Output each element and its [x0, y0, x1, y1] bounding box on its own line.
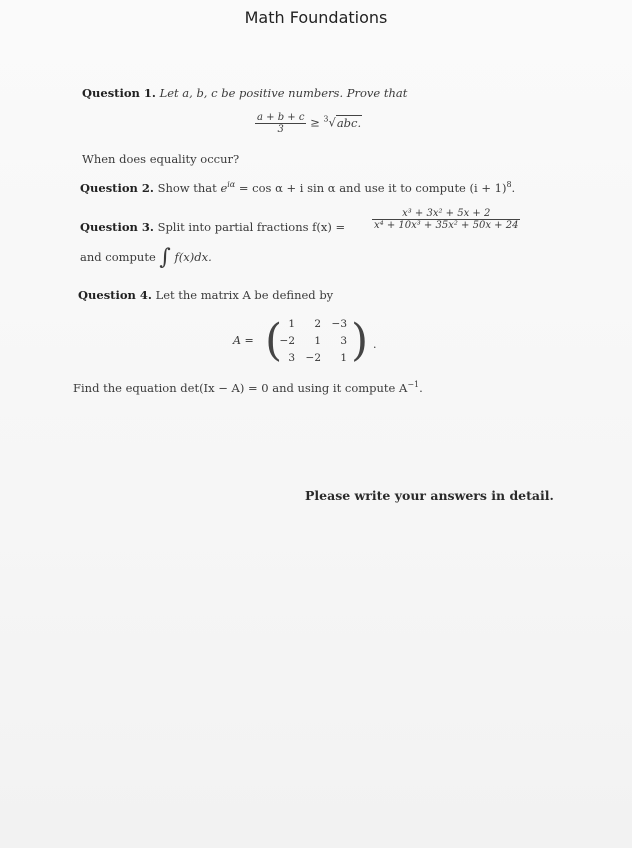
- matrix-cell: −2: [305, 352, 321, 364]
- matrix-cell: 1: [288, 318, 295, 330]
- question-2-rest: = cos α + i sin α and use it to compute (i + 1): [238, 181, 507, 195]
- matrix-lhs: A =: [233, 334, 254, 347]
- matrix-cell: −3: [331, 318, 347, 330]
- question-1-followup: When does equality occur?: [82, 152, 240, 166]
- matrix-cell: 2: [314, 318, 321, 330]
- matrix-cell: 1: [314, 335, 321, 347]
- period: .: [419, 381, 423, 395]
- question-1-text: Let a, b, c be positive numbers. Prove that: [159, 86, 408, 100]
- fraction-numerator: x³ + 3x² + 5x + 2: [372, 208, 520, 220]
- matrix-period: .: [373, 338, 377, 351]
- euler-exponent: iα: [227, 180, 236, 189]
- root-index: 3: [323, 114, 329, 124]
- rational-function: [372, 208, 520, 231]
- instructions-footer: Please write your answers in detail.: [305, 488, 554, 503]
- question-2-text: Show that: [157, 181, 217, 195]
- question-3-compute: [80, 245, 212, 270]
- followup-text: Find the equation det(Ix − A) = 0 and using it compute A: [73, 381, 408, 395]
- radicand: abc.: [336, 115, 362, 130]
- question-3-text: Split into partial fractions f(x) =: [157, 220, 346, 234]
- question-1: [82, 86, 407, 100]
- question-3: [80, 220, 345, 234]
- fraction-numerator: a + b + c: [257, 112, 305, 123]
- question-3-label: Question 3.: [80, 220, 154, 234]
- question-2-label: Question 2.: [80, 181, 154, 195]
- am-gm-inequality: [255, 112, 362, 135]
- question-2: [80, 180, 515, 195]
- question-4-followup: [73, 380, 423, 395]
- compute-text: and compute: [80, 250, 156, 264]
- matrix-cell: −2: [279, 335, 295, 347]
- fraction: [372, 208, 520, 231]
- integral-body: f(x)dx.: [174, 250, 212, 264]
- fraction-denominator: 3: [277, 124, 284, 135]
- matrix-cell: 3: [340, 335, 347, 347]
- question-1-label: Question 1.: [82, 86, 156, 100]
- matrix-cell: 1: [340, 352, 347, 364]
- left-paren: (: [265, 315, 283, 366]
- page-title: Math Foundations: [244, 8, 388, 27]
- question-4: [78, 288, 333, 302]
- radical-sign: √: [328, 115, 336, 130]
- matrix-cell: 3: [288, 352, 295, 364]
- fraction-denominator: x⁴ + 10x³ + 35x² + 50x + 24: [374, 220, 519, 231]
- question-4-label: Question 4.: [78, 288, 152, 302]
- inverse-exponent: −1: [407, 380, 420, 389]
- right-paren: ): [351, 315, 369, 366]
- power: 8: [506, 180, 512, 189]
- geq-symbol: ≥: [310, 115, 320, 130]
- integral-sign: ∫: [159, 245, 171, 270]
- question-4-text: Let the matrix A be defined by: [155, 288, 334, 302]
- euler-lhs: e: [220, 181, 228, 195]
- fraction: [255, 112, 306, 135]
- matrix-a: [233, 316, 413, 368]
- period: .: [511, 181, 516, 195]
